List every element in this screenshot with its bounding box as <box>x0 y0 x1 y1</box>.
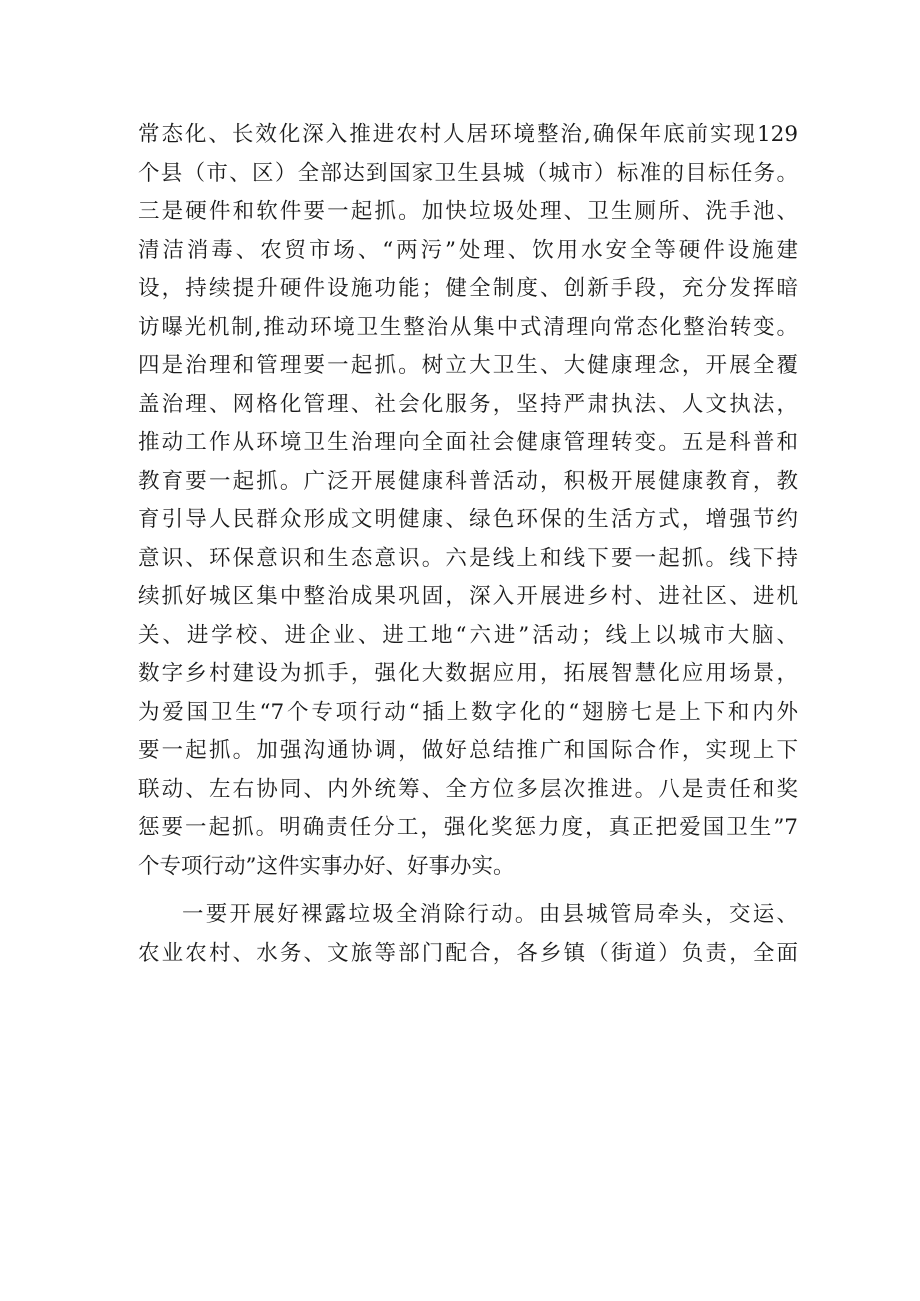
text-line: 盖治理、网格化管理、社会化服务，坚持严肃执法、人文执法， <box>138 391 798 417</box>
text-line: 清洁消毒、农贸市场、“两污”处理、饮用水安全等硬件设施建 <box>138 237 798 263</box>
text-line: 续抓好城区集中整治成果巩固，深入开展进乡村、进社区、进机 <box>138 584 798 609</box>
text-line: 育引导人民群众形成文明健康、绿色环保的生活方式，增强节约 <box>138 507 798 532</box>
text-line: 意识、环保意识和生态意识。六是线上和线下要一起抓。线下持 <box>138 545 798 571</box>
text-line: 教育要一起抓。广泛开展健康科普活动，积极开展健康教育，教 <box>138 468 798 494</box>
text-line: 个县（市、区）全部达到国家卫生县城（城市）标准的目标任务。 <box>138 160 798 186</box>
text-line: 为爱国卫生“7个专项行动“插上数字化的“翅膀七是上下和内外 <box>138 699 798 725</box>
text-line: 个专项行动”这件实事办好、好事办实。 <box>138 853 515 879</box>
paragraph <box>138 116 798 886</box>
document-body <box>138 116 798 973</box>
text-line: 惩要一起抓。明确责任分工，强化奖惩力度，真正把爱国卫生”7 <box>138 815 798 840</box>
text-line: 农业农村、水务、文旅等部门配合，各乡镇（街道）负责，全面 <box>138 940 798 966</box>
text-line: 三是硬件和软件要一起抓。加快垃圾处理、卫生厕所、洗手池、 <box>138 199 798 224</box>
text-line: 联动、左右协同、内外统筹、全方位多层次推进。八是责任和奖 <box>138 776 798 802</box>
paragraph <box>138 896 798 973</box>
text-line: 设，持续提升硬件设施功能；健全制度、创新手段，充分发挥暗 <box>138 276 798 301</box>
text-line: 要一起抓。加强沟通协调，做好总结推广和国际合作，实现上下 <box>138 738 798 763</box>
text-line: 访曝光机制,推动环境卫生整治从集中式清理向常态化整治转变。 <box>138 314 798 340</box>
paragraph-spacer <box>138 886 798 896</box>
text-line: 常态化、长效化深入推进农村人居环境整治,确保年底前实现129 <box>138 122 798 147</box>
text-line: 推动工作从环境卫生治理向全面社会健康管理转变。五是科普和 <box>138 430 798 455</box>
text-line: 数字乡村建设为抓手，强化大数据应用，拓展智慧化应用场景， <box>138 661 798 686</box>
text-line: 四是治理和管理要一起抓。树立大卫生、大健康理念，开展全覆 <box>138 353 798 378</box>
text-line: 一要开展好裸露垃圾全消除行动。由县城管局牵头，交运、 <box>182 902 798 927</box>
text-line: 关、进学校、进企业、进工地“六进”活动；线上以城市大脑、 <box>138 622 798 648</box>
